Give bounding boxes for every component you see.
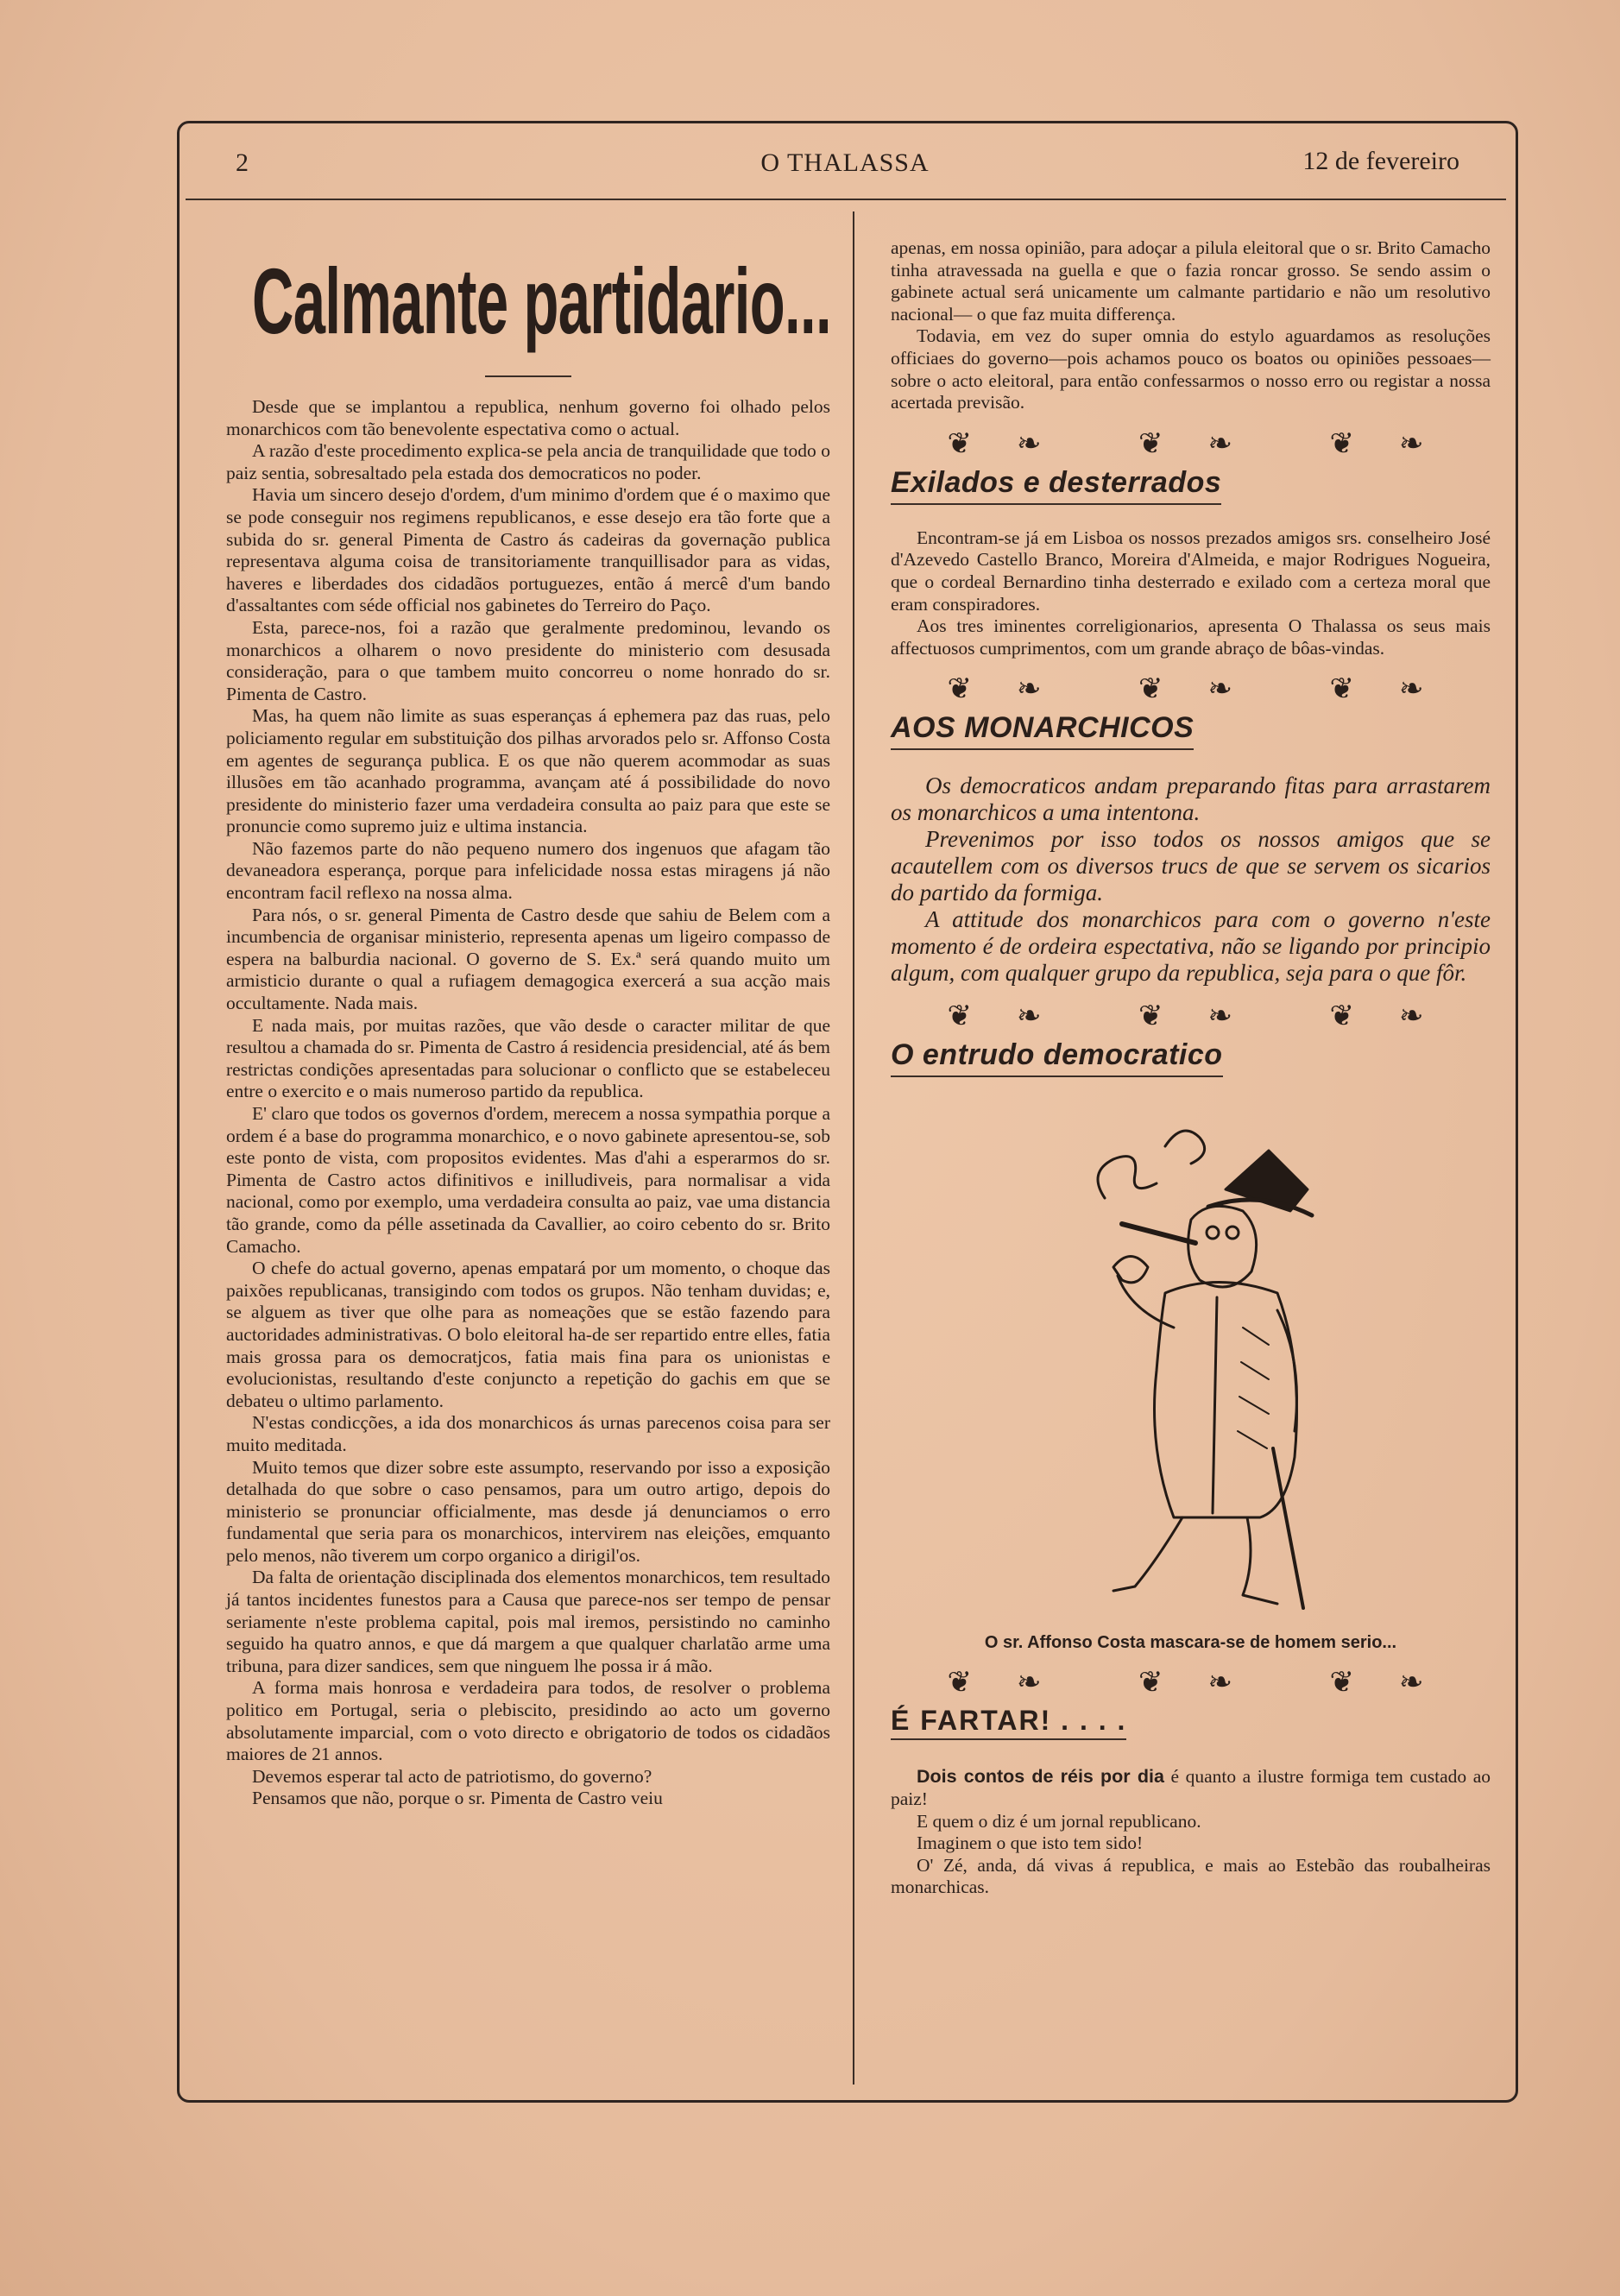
article-paragraph: E nada mais, por muitas razões, que vão desde o caracter militar de que resultou a chamada do sr. Pimenta de Castro á residencia presidencial, até ás bem restrictas condições apresentadas para solucionar o conflicto que se estabeleceu entre o exercito e o mais numeroso partido da republica. <box>226 1014 830 1102</box>
article-continuation-2: Todavia, em vez do super omnia do estylo aguardamos as resoluções officiaes do governo—pois achamos pouco os boatos ou opiniões pessoaes—sobre o acto eleitoral, para então confessarmos o nosso erro ou registar a nossa acertada previsão. <box>891 325 1491 413</box>
exilados-paragraph: Encontram-se já em Lisboa os nossos prezados amigos srs. conselheiro José d'Azevedo Castello Branco, Moreira d'Almeida, e major Rodrigues Nogueira, que o cordeal Bernardino tinha desterrado e exilado com a certeza moral que eram conspiradores. <box>891 527 1491 615</box>
article-paragraph: E' claro que todos os governos d'ordem, merecem a nossa sympathia porque a ordem é a base do programma monarchico, e o novo gabinete apresentou-se, sob este ponto de vista, com propositos evidentes. Mas d'ahi a esperarmos do sr. Pimenta de Castro actos difinitivos e inilludiveis, para normalisar a vida nacional, como por exemplo, uma verdadeira consulta ao paiz, vae uma distancia tão grande, como da pélle assetinada da Cavallier, ao coiro cebento do sr. Brito Camacho. <box>226 1103 830 1257</box>
section-title-monarchicos: AOS MONARCHICOS <box>891 711 1194 750</box>
column-divider <box>853 211 854 2085</box>
title-rule <box>485 375 571 377</box>
masthead: O THALASSA <box>760 148 930 177</box>
article-paragraph: Para nós, o sr. general Pimenta de Castro desde que sahiu de Belem com a incumbencia de organisar ministerio, representa apenas um ligeiro compasso de espera na balburdia nacional. O governo de S. Ex.ª será quando muito um armisticio durante o qual a rufiagem demagogica exercerá a sua acção mais occultamente. Nada mais. <box>226 904 830 1014</box>
fartar-lead-bold: Dois contos de réis por dia <box>917 1766 1164 1788</box>
article-paragraph: N'estas condicções, a ida dos monarchicos ás urnas parecenos coisa para ser muito meditada. <box>226 1412 830 1455</box>
fartar-lead-rest: é quanto a ilustre formiga tem custado ao paiz! <box>891 1766 1491 1809</box>
article-paragraph: A forma mais honrosa e verdadeira para todos, de resolver o problema politico em Portugal, seria o plebiscito, presidindo ao acto um governo absolutamente imparcial, com o voto directo e obrigatorio de todos os cidadãos maiores de 21 annos. <box>226 1677 830 1765</box>
fartar-line: O' Zé, anda, dá vivas á republica, e mais ao Estebão das roubalheiras monarchicas. <box>891 1854 1491 1898</box>
fartar-lead <box>891 1766 1491 1810</box>
article-paragraph: Muito temos que dizer sobre este assumpto, reservando por isso a exposição detalhada do que sobre o caso pensamos, para um outro artigo, depois do ministerio se pronunciar officialmente, mas desde já denunciamos o erro fundamental que seria para os monarchicos, intervirem nas eleições, emquanto pelo menos, não tiverem um corpo organico a dirigil'os. <box>226 1456 830 1566</box>
illustration-caption: O sr. Affonso Costa mascara-se de homem serio... <box>984 1633 1397 1653</box>
caricature-illustration <box>1044 1103 1338 1621</box>
article-paragraph: Mas, ha quem não limite as suas esperanças á ephemera paz das ruas, pelo policiamento regular em substituição dos pilhas arvorados pelo sr. Affonso Costa em agentes de segurança publica. E os que não querem acommodar as suas illusões em tão acanhado programma, avançam até á possibilidade do novo presidente do ministerio fazer uma verdadeira consulta ao paiz para que este se pronuncie como supremo juiz e ultima instancia. <box>226 705 830 837</box>
monarchicos-body <box>891 773 1491 987</box>
ornament-divider: ❦❧ ❦❧ ❦❧ <box>947 673 1469 706</box>
ornament-divider: ❦❧ ❦❧ ❦❧ <box>947 1667 1469 1700</box>
issue-date: 12 de fevereiro <box>1302 147 1459 175</box>
article-paragraph: O chefe do actual governo, apenas empatará por um momento, o choque das paixões republicanas, transigindo com todos os grupos. Não tenham duvidas; e, se alguem as tiver que olhe para as nomeações que se estão fazendo para auctoridades administrativas. O bolo eleitoral ha-de ser repartido entre elles, fatia mais grossa para os democratjcos, fatia mais fina para os unionistas e evolucionistas, resultando d'este conjuncto a repetição do gachis em que se debateu o ultimo parlamento. <box>226 1258 830 1411</box>
article-paragraph: A razão d'este procedimento explica-se pela ancia de tranquilidade que todo o paiz sentia, sobresaltado pela estada dos democraticos no poder. <box>226 440 830 483</box>
article-paragraph: Não fazemos parte do não pequeno numero dos ingenuos que afagam tão devaneadora esperança, porque para infelicidade nossa estas miragens já não encontram facil reflexo na nossa alma. <box>226 837 830 904</box>
fartar-line: Imaginem o que isto tem sido! <box>917 1832 1144 1854</box>
exilados-paragraph: Aos tres iminentes correligionarios, apresenta O Thalassa os seus mais affectuosos cumprimentos, com um grande abraço de bôas-vindas. <box>891 615 1491 659</box>
article-paragraph: Havia um sincero desejo d'ordem, d'um minimo d'ordem que é o maximo que se pode conseguir nos regimens republicanos, e esse desejo era tão forte que a subida do sr. general Pimenta de Castro ás cadeiras da governação publica representava alguma coisa de transitoriamente tranquillisador para as vidas, haveres e liberdades dos cidadãos portuguezes, então á mercê d'um bando d'assaltantes com séde official nos gabinetes do Terreiro do Paço. <box>226 484 830 616</box>
ornament-divider: ❦❧ ❦❧ ❦❧ <box>947 1000 1469 1033</box>
article-paragraph: Esta, parece-nos, foi a razão que geralmente predominou, levando os monarchicos a olharem o novo presidente do ministerio com desusada consideração, para o que tambem muito concorreu o nome honrado do sr. Pimenta de Castro. <box>226 616 830 704</box>
monarchicos-paragraph: A attitude dos monarchicos para com o governo n'este momento é de ordeira espectativa, não se ligando por principio algum, com qualquer grupo da republica, seja para o que fôr. <box>891 906 1491 987</box>
fartar-line: E quem o diz é um jornal republicano. <box>917 1810 1201 1832</box>
left-column <box>226 242 830 1810</box>
right-column <box>891 237 1491 1899</box>
article-paragraph: Da falta de orientação disciplinada dos elementos monarchicos, tem resultado já tantos incidentes funestos para a Causa que parece-nos ser tempo de pensar seriamente n'este problema capital, pois mal iremos, persistindo no caminho seguido ha quatro annos, e que dá margem a que qualquer charlatão arme uma tribuna, para dizer sandices, sem que ninguem lhe possa ir á mão. <box>226 1567 830 1676</box>
article-title: Calmante partidario... <box>252 249 832 353</box>
article-paragraph: Devemos esperar tal acto de patriotismo, do governo? <box>252 1765 652 1787</box>
monarchicos-paragraph: Prevenimos por isso todos os nossos amigos que se acautellem com os diversos trucs de que se servem os sicarios do partido da formiga. <box>891 826 1491 906</box>
section-title-entrudo: O entrudo democratico <box>891 1038 1223 1077</box>
page-header <box>177 138 1513 190</box>
section-title-fartar: É FARTAR! . . . . <box>891 1705 1126 1740</box>
article-paragraph: Desde que se implantou a republica, nenhum governo foi olhado pelos monarchicos com tão benevolente espectativa como o actual. <box>226 396 830 439</box>
article-paragraph: Pensamos que não, porque o sr. Pimenta de Castro veiu <box>252 1788 663 1809</box>
article-body <box>226 396 830 1810</box>
header-rule <box>186 199 1506 200</box>
section-title-exilados: Exilados e desterrados <box>891 466 1221 505</box>
monarchicos-paragraph: Os democraticos andam preparando fitas para arrastarem os monarchicos a uma intentona. <box>891 773 1491 826</box>
page-number: 2 <box>236 148 249 177</box>
article-continuation: apenas, em nossa opinião, para adoçar a pilula eleitoral que o sr. Brito Camacho tinha atravessada na guella e que o fazia roncar grosso. Se sendo assim o gabinete actual será unicamente um calmante partidario e não um resolutivo nacional— o que faz muita differença. <box>891 237 1491 325</box>
ornament-divider: ❦❧ ❦❧ ❦❧ <box>947 427 1469 460</box>
